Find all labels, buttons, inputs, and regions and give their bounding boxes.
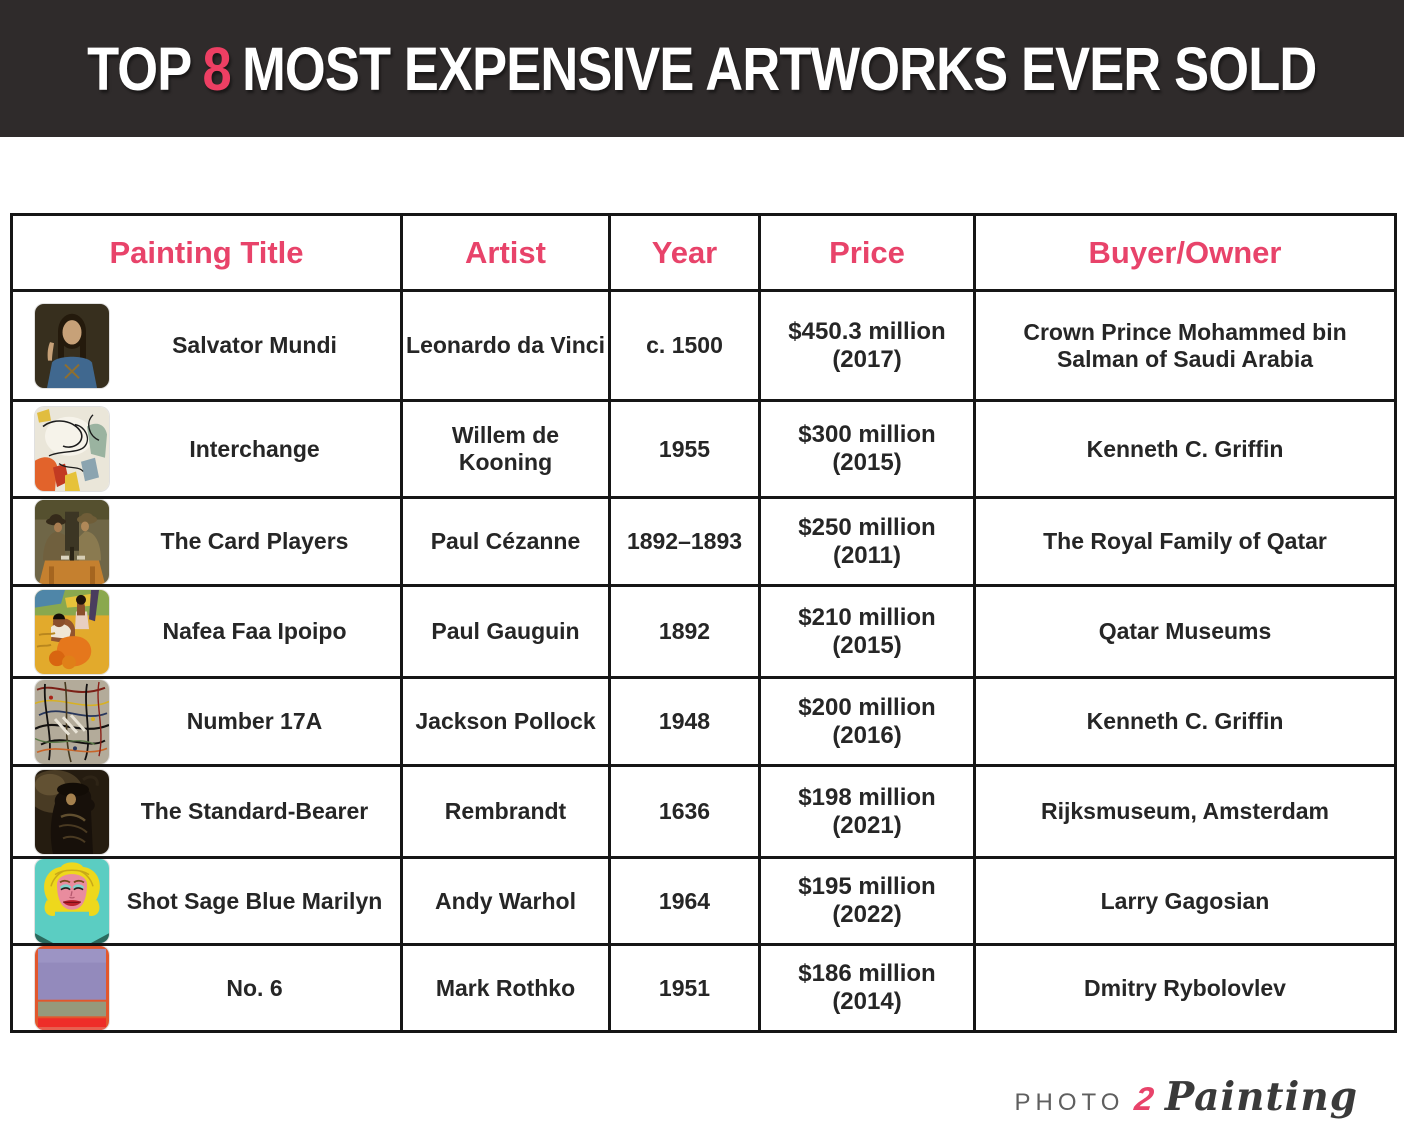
artist-cell: Leonardo da Vinci: [402, 291, 610, 401]
price-amount: $195 million: [798, 873, 936, 901]
painting-title: Number 17A: [186, 708, 323, 734]
year-cell: c. 1500: [610, 291, 760, 401]
buyer-cell: The Royal Family of Qatar: [975, 498, 1396, 586]
table-row: [12, 586, 1396, 678]
table-row: [12, 766, 1396, 858]
shot-sage-blue-marilyn-thumbnail: [35, 859, 109, 943]
photo-label: PHOTO: [1014, 1089, 1125, 1116]
page-title: [87, 34, 1316, 104]
table-row: [12, 858, 1396, 945]
buyer-cell: Larry Gagosian: [975, 858, 1396, 945]
price-cell: [760, 291, 975, 401]
price-amount: $300 million: [798, 421, 936, 449]
standard-bearer-thumbnail: [35, 770, 109, 854]
table-row: [12, 498, 1396, 586]
price-amount: $186 million: [798, 960, 936, 988]
price-date: (2015): [832, 631, 902, 659]
table-header-row: [12, 215, 1396, 291]
nafea-faa-ipoipo-thumbnail: [35, 590, 109, 674]
price-date: (2014): [832, 988, 902, 1015]
column-header-buyer: Buyer/Owner: [975, 215, 1396, 291]
interchange-thumbnail: [35, 407, 109, 491]
price-amount: $450.3 million: [788, 317, 946, 345]
painting-title: Nafea Faa Ipoipo: [162, 618, 347, 644]
price-amount: $210 million: [798, 603, 936, 631]
price-date: (2015): [832, 449, 902, 476]
buyer-cell: Dmitry Rybolovlev: [975, 945, 1396, 1032]
buyer-cell: Rijksmuseum, Amsterdam: [975, 766, 1396, 858]
table-row: [12, 678, 1396, 766]
painting-title: The Card Players: [160, 528, 349, 554]
buyer-cell: Kenneth C. Griffin: [975, 401, 1396, 498]
price-cell: [760, 678, 975, 766]
logo-2-icon: 2: [1132, 1080, 1157, 1117]
price-date: (2017): [832, 345, 902, 373]
price-cell: [760, 766, 975, 858]
price-cell: [760, 498, 975, 586]
price-cell: [760, 586, 975, 678]
column-header-painting-title: Painting Title: [12, 215, 402, 291]
artworks-table: [10, 213, 1397, 1033]
year-cell: 1636: [610, 766, 760, 858]
card-players-thumbnail: [35, 500, 109, 584]
price-amount: $250 million: [798, 513, 936, 541]
title-banner: [0, 0, 1404, 137]
column-header-year: Year: [610, 215, 760, 291]
buyer-cell: Crown Prince Mohammed bin Salman of Saudi Arabia: [975, 291, 1396, 401]
price-cell: [760, 401, 975, 498]
artist-cell: Andy Warhol: [402, 858, 610, 945]
painting-title: Interchange: [189, 435, 320, 462]
price-date: (2011): [832, 541, 902, 569]
title-number: 8: [202, 34, 232, 103]
price-cell: [760, 945, 975, 1032]
price-amount: $198 million: [798, 783, 936, 811]
artist-cell: Mark Rothko: [402, 945, 610, 1032]
brand-logo: [1015, 1074, 1358, 1120]
painting-title: The Standard-Bearer: [140, 798, 369, 824]
year-cell: 1964: [610, 858, 760, 945]
price-amount: $200 million: [798, 693, 936, 721]
table-row: [12, 291, 1396, 401]
no-6-thumbnail: [35, 946, 109, 1030]
painting-title: Salvator Mundi: [172, 332, 337, 358]
title-suffix: MOST EXPENSIVE ARTWORKS EVER SOLD: [242, 34, 1317, 103]
artist-cell: Paul Gauguin: [402, 586, 610, 678]
title-prefix: TOP: [87, 34, 192, 103]
number-17a-thumbnail: [35, 680, 109, 764]
price-cell: [760, 858, 975, 945]
table-row: [12, 401, 1396, 498]
artist-cell: Jackson Pollock: [402, 678, 610, 766]
table-row: [12, 945, 1396, 1032]
year-cell: 1955: [610, 401, 760, 498]
year-cell: 1892–1893: [610, 498, 760, 586]
price-date: (2016): [832, 721, 902, 749]
artist-cell: Paul Cézanne: [402, 498, 610, 586]
column-header-artist: Artist: [402, 215, 610, 291]
year-cell: 1951: [610, 945, 760, 1032]
painting-label: Painting: [1164, 1074, 1358, 1120]
price-date: (2021): [832, 811, 902, 839]
buyer-cell: Qatar Museums: [975, 586, 1396, 678]
buyer-cell: Kenneth C. Griffin: [975, 678, 1396, 766]
year-cell: 1948: [610, 678, 760, 766]
artist-cell: Rembrandt: [402, 766, 610, 858]
year-cell: 1892: [610, 586, 760, 678]
artist-cell: Willem de Kooning: [402, 401, 610, 498]
price-date: (2022): [832, 901, 902, 928]
column-header-price: Price: [760, 215, 975, 291]
painting-title: No. 6: [226, 974, 283, 1001]
painting-title: Shot Sage Blue Marilyn: [126, 887, 383, 914]
salvator-mundi-thumbnail: [35, 304, 109, 388]
